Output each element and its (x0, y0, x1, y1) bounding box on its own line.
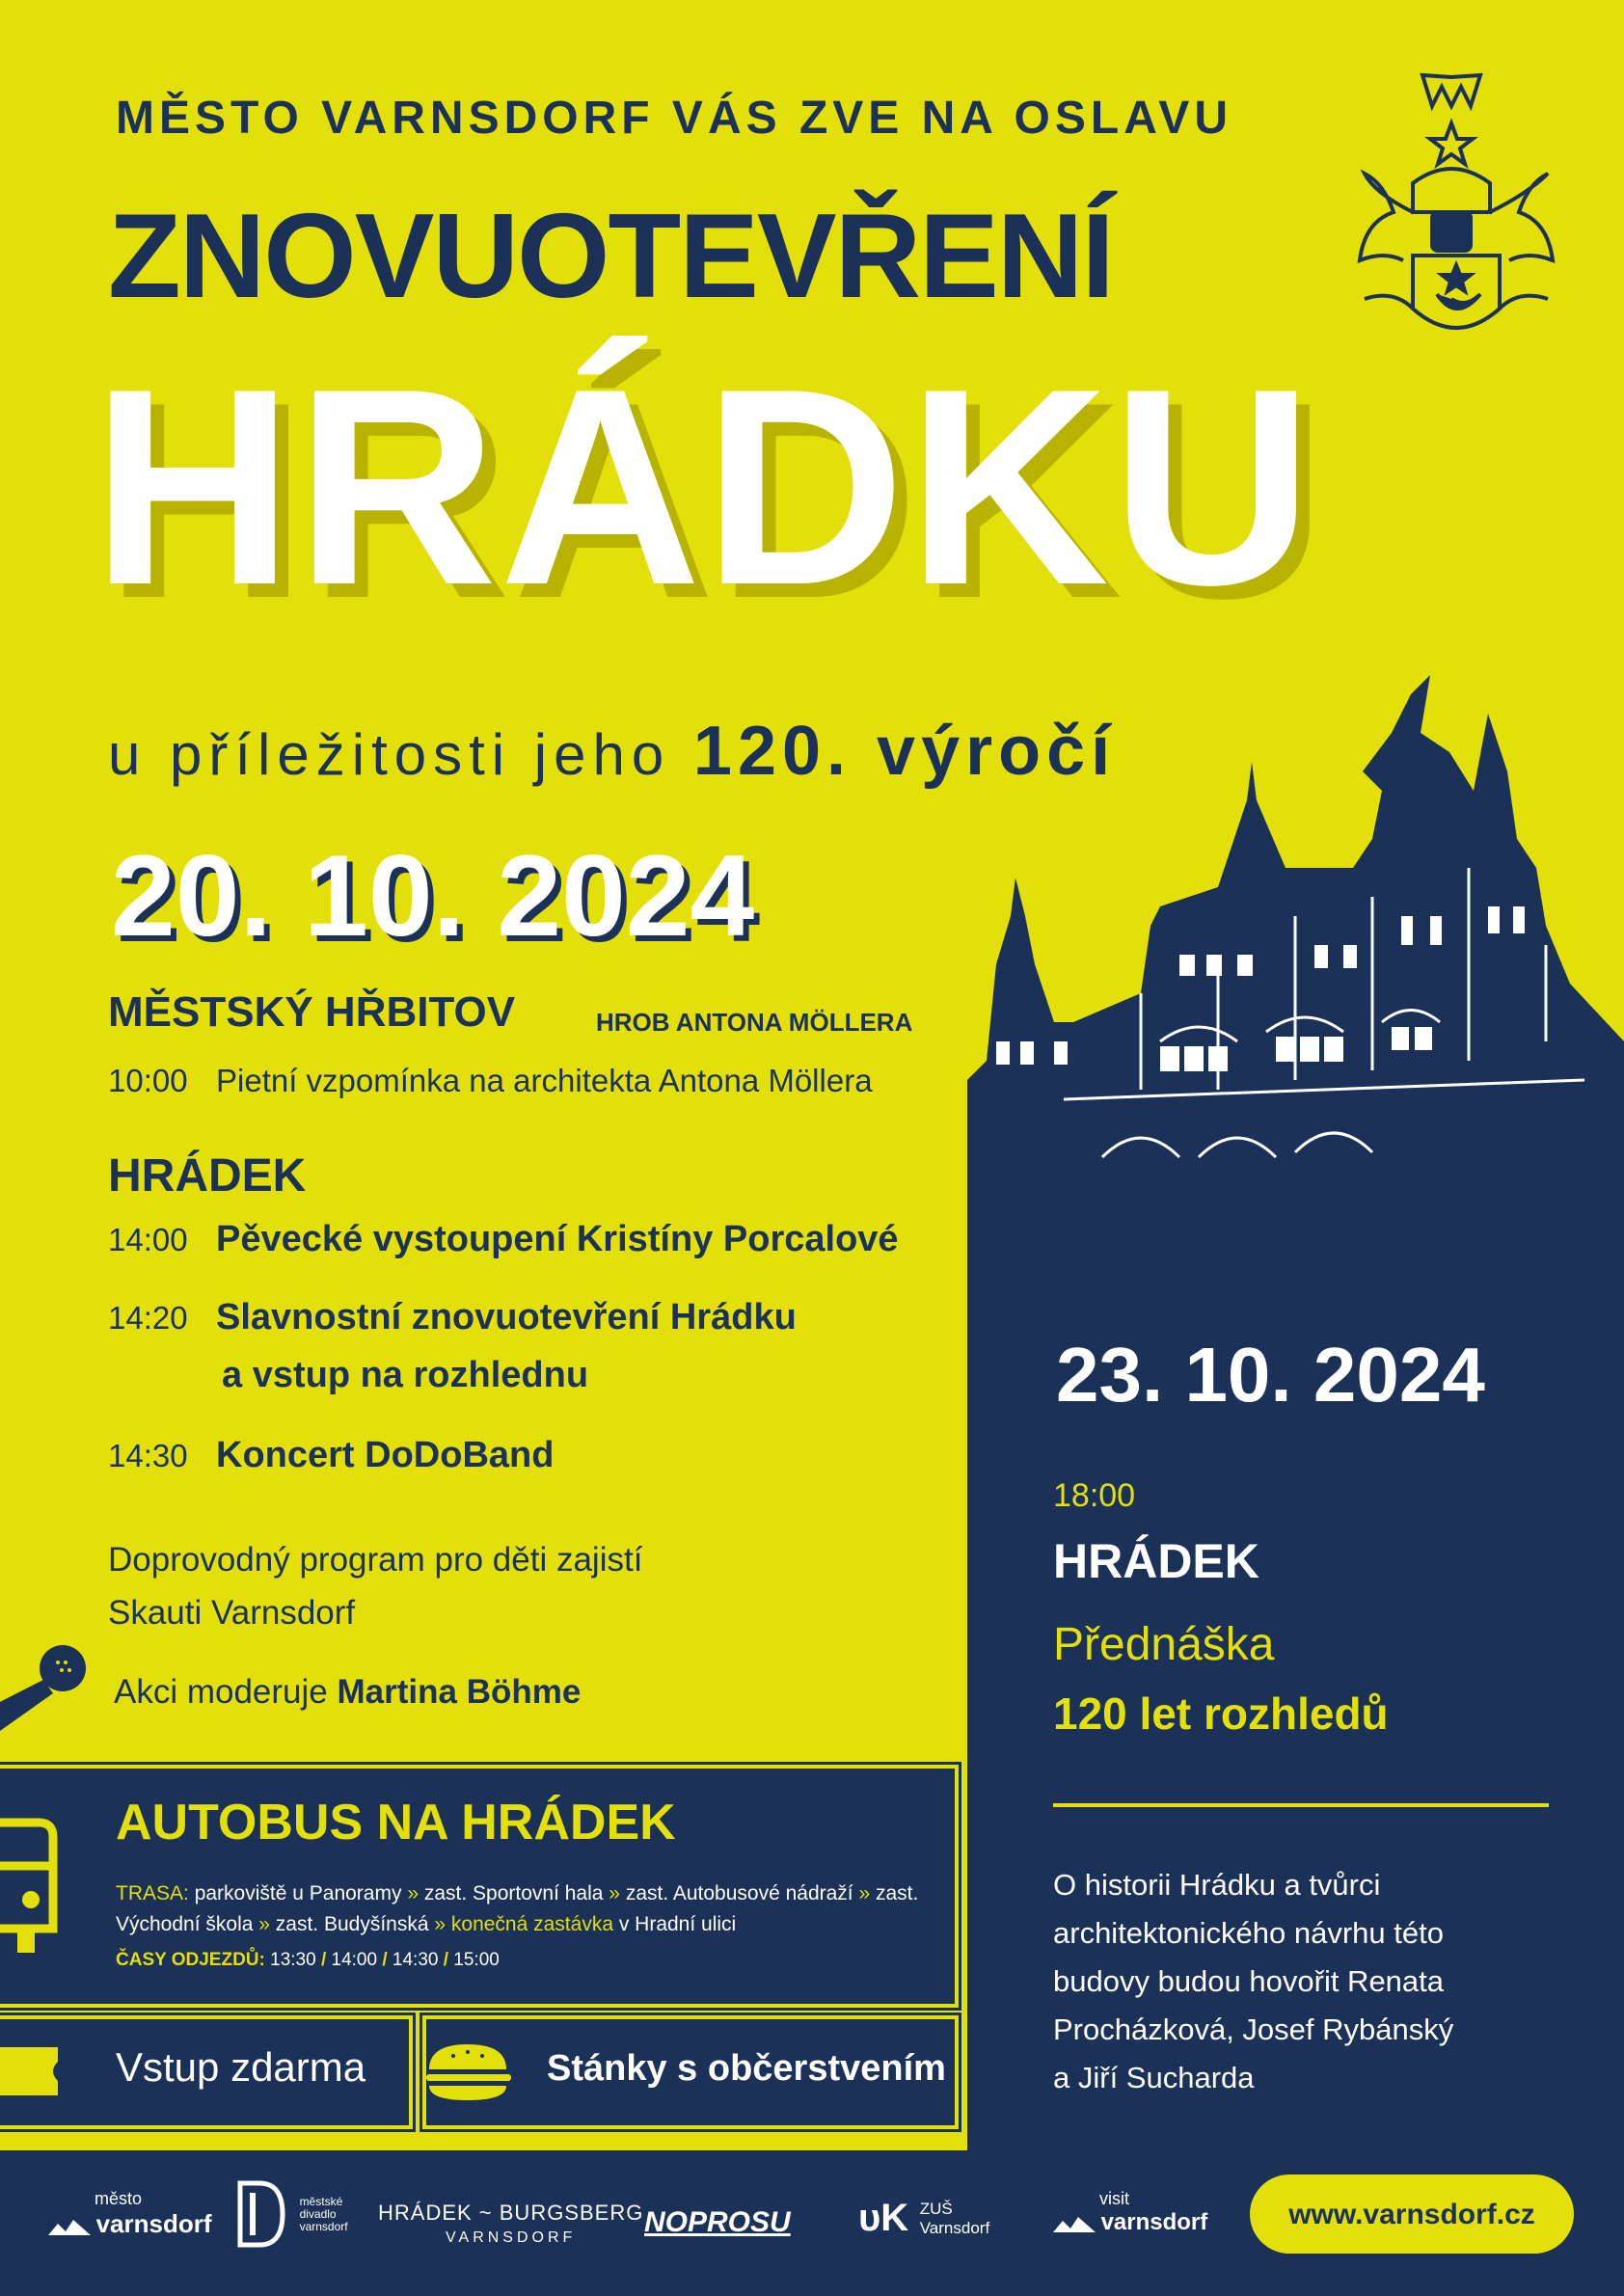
program-item (108, 1435, 554, 1476)
website-link[interactable]: www.varnsdorf.cz (1288, 2199, 1535, 2230)
route-stops (116, 1882, 918, 1935)
program-time: 10:00 (108, 1063, 188, 1098)
program-time: 14:30 (108, 1438, 188, 1473)
lecture-label: Přednáška (1053, 1619, 1275, 1670)
description-line: a Jiří Sucharda (1053, 2061, 1255, 2094)
mountain-icon (48, 2218, 91, 2237)
route-segment: » (401, 1882, 424, 1904)
departure-time: 14:30 (392, 1950, 439, 1970)
description-line: budovy budou hovořit Renata (1053, 1964, 1445, 1998)
program-item (108, 1297, 797, 1338)
departure-time: 15:00 (453, 1950, 500, 1970)
time-separator: / (315, 1950, 332, 1970)
times-label: ČASY ODJEZDŮ: (116, 1950, 265, 1970)
logo-line: Varnsdorf (919, 2218, 990, 2237)
logo-line: varnsdorf (299, 2219, 348, 2233)
ticket-icon (0, 2042, 68, 2100)
time-separator: / (438, 1950, 454, 1970)
program-item (108, 1063, 873, 1099)
logo-visit-varnsdorf (1053, 2189, 1207, 2236)
route-segment: » (253, 1913, 276, 1935)
route-label: TRASA: (116, 1882, 189, 1904)
route-segment: zast. Východní škola (116, 1882, 919, 1935)
logo-text-big: varnsdorf (1100, 2209, 1208, 2235)
description-line: Procházková, Josef Rybánský (1053, 2012, 1454, 2046)
children-note-line: Skauti Varnsdorf (108, 1594, 356, 1632)
route-segment: » (853, 1882, 876, 1904)
program-item (108, 1219, 899, 1260)
bus-route (116, 1878, 935, 1940)
logo-mesto-varnsdorf (48, 2189, 211, 2239)
lecture-time: 18:00 (1053, 1477, 1136, 1514)
occasion-line (108, 712, 1116, 791)
program-time: 14:20 (108, 1300, 188, 1336)
route-segment: » (603, 1882, 626, 1904)
logo-text-small: město (95, 2189, 143, 2208)
microphone-icon (0, 1639, 96, 1736)
route-segment: parkoviště u Panoramy (194, 1882, 402, 1904)
zus-mark: ᴜK (858, 2197, 909, 2239)
logo-noprosu: NOPROSU (644, 2206, 791, 2238)
program-text-line2: a vstup na rozhlednu (222, 1355, 589, 1395)
route-segment: zast. Sportovní hala (423, 1882, 604, 1904)
children-program-note (108, 1533, 642, 1639)
stands-label: Stánky s občerstvením (547, 2048, 946, 2089)
program-text: Slavnostní znovuotevření Hrádku (216, 1297, 797, 1337)
logo-text-small: visit (1099, 2189, 1129, 2208)
logo-text-big: varnsdorf (95, 2209, 212, 2238)
moderator-prefix: Akci moderuje (114, 1673, 328, 1711)
event-date-2: 23. 10. 2024 (1056, 1332, 1485, 1418)
lecture-title: 120 let rozhledů (1053, 1688, 1389, 1739)
route-segment: konečná zastávka (450, 1913, 613, 1935)
logo-line: městské (299, 2194, 343, 2208)
burger-icon (424, 2042, 516, 2102)
occasion-prefix: u příležitosti jeho (108, 722, 671, 787)
logo-line: divadlo (299, 2206, 337, 2221)
program-text: Pietní vzpomínka na architekta Antona Möllera (216, 1063, 873, 1098)
departure-time: 14:00 (331, 1950, 378, 1970)
castle-illustration (967, 675, 1624, 1254)
lecture-venue: HRÁDEK (1053, 1534, 1259, 1588)
venue-cemetery-sub: HROB ANTONA MÖLLERA (596, 1008, 913, 1037)
bus-icon (0, 1813, 63, 1967)
title-line2: HRÁDKU (92, 331, 1315, 643)
children-note-line: Doprovodný program pro děti zajistí (108, 1541, 643, 1579)
description-line: architektonického návrhu této (1053, 1916, 1444, 1950)
venue-cemetery: MĚSTSKÝ HŘBITOV (108, 988, 516, 1036)
logo-zus-varnsdorf (858, 2197, 989, 2240)
route-segment: » (428, 1913, 451, 1935)
event-date-1: 20. 10. 2024 (111, 831, 755, 960)
logo-line: VARNSDORF (446, 2229, 577, 2246)
moderator-line (114, 1673, 581, 1712)
route-segment: zast. Budyšínská (275, 1913, 429, 1935)
logo-line: ZUŠ (919, 2199, 953, 2218)
mountain-icon (1053, 2215, 1096, 2234)
bus-times (116, 1950, 500, 1971)
time-separator: / (377, 1950, 392, 1970)
moderator-name: Martina Böhme (337, 1673, 582, 1711)
logo-mestske-divadlo (236, 2179, 348, 2249)
route-segment: zast. Autobusové nádraží (625, 1882, 853, 1904)
title-line1: ZNOVUOTEVŘENÍ (108, 190, 1113, 323)
occasion-anniversary: 120. výročí (692, 713, 1117, 790)
program-text: Koncert DoDoBand (216, 1435, 555, 1475)
bus-title: AUTOBUS NA HRÁDEK (116, 1795, 676, 1850)
departure-time: 13:30 (270, 1950, 316, 1970)
program-time: 14:00 (108, 1222, 188, 1257)
program-item-continued (222, 1355, 588, 1396)
divider (1053, 1803, 1549, 1807)
lecture-description (1053, 1861, 1593, 2102)
logo-hradek-burgsberg (378, 2201, 643, 2247)
logo-line: HRÁDEK ~ BURGSBERG (378, 2201, 644, 2225)
description-line: O historii Hrádku a tvůrci (1053, 1868, 1381, 1902)
theatre-logo-icon (236, 2179, 286, 2249)
entry-label: Vstup zdarma (116, 2044, 366, 2090)
times-list (270, 1950, 500, 1970)
venue-hradek: HRÁDEK (108, 1150, 307, 1202)
invite-line: MĚSTO VARNSDORF VÁS ZVE NA OSLAVU (116, 93, 1232, 144)
coat-of-arms-icon (1345, 68, 1567, 357)
route-segment: v Hradní ulici (613, 1913, 737, 1935)
program-text: Pěvecké vystoupení Kristíny Porcalové (216, 1219, 899, 1259)
